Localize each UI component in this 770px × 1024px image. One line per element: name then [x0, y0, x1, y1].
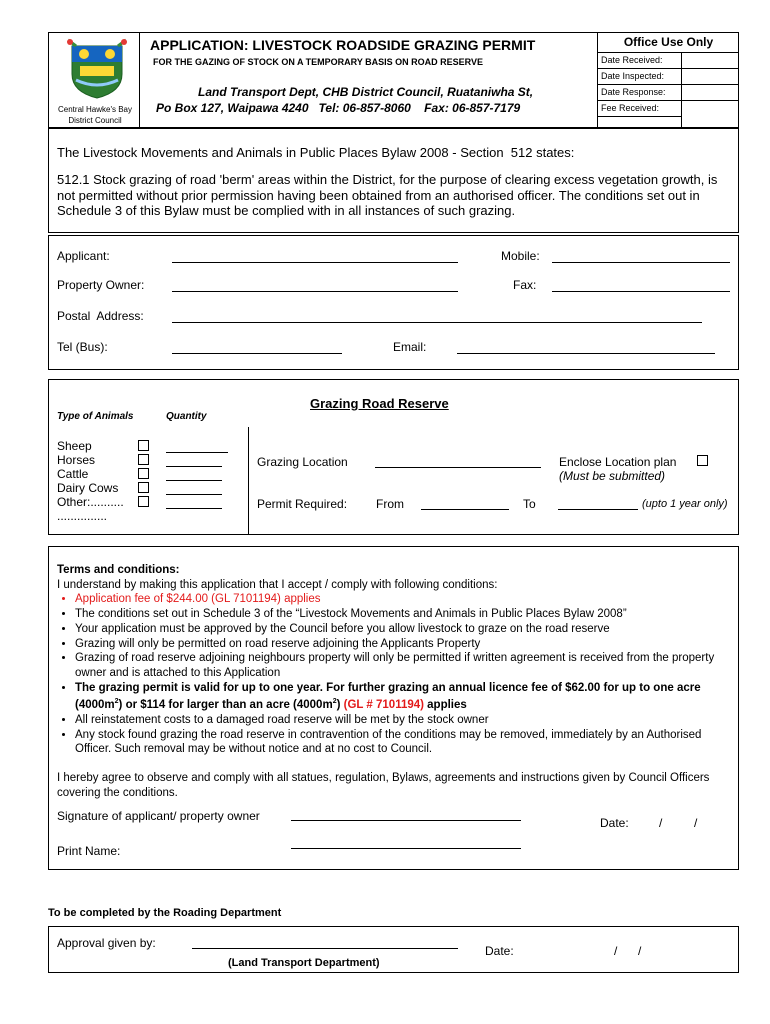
header-divider-logo — [139, 32, 140, 128]
office-row: Date Received: — [598, 52, 739, 68]
terms-item — [75, 651, 732, 680]
terms-date-slash-1: / — [659, 816, 663, 830]
upto-one-year-note: (upto 1 year only) — [642, 498, 728, 510]
tel-bus-label: Tel (Bus): — [57, 340, 108, 354]
applicant-field[interactable] — [172, 262, 458, 263]
animal-sheep-label: Sheep — [57, 439, 92, 453]
terms-item-text: Grazing of road reserve adjoining neighbours property will only be permitted if written agreement is received from the property owner and is attached to this Application — [75, 652, 715, 679]
animal-dairy-cows-label: Dairy Cows — [57, 481, 119, 495]
print-name-label: Print Name: — [57, 844, 121, 858]
land-transport-dept-caption: (Land Transport Department) — [228, 957, 380, 969]
terms-item — [75, 637, 732, 652]
to-date-field[interactable] — [558, 509, 638, 510]
terms-item-text: Any stock found grazing the road reserve in contravention of the conditions may be removed, immediately by an Authorised Officer. Such removal may be without notice and at no cost to Council. — [75, 728, 702, 756]
roading-date-label: Date: — [485, 944, 514, 958]
terms-fee-text: Application fee of $244.00 (GL 7101194) applies — [75, 593, 321, 606]
council-crest-logo — [62, 36, 132, 100]
superscript: 2 — [114, 698, 119, 706]
terms-date-label: Date: — [600, 816, 629, 830]
fax-label: Fax: — [513, 278, 537, 292]
terms-intro: I understand by making this application that I accept / comply with following conditions: — [57, 578, 498, 591]
office-use-title: Office Use Only — [623, 35, 714, 49]
other-checkbox[interactable] — [138, 496, 149, 507]
property-owner-field[interactable] — [172, 291, 458, 292]
sheep-checkbox[interactable] — [138, 440, 149, 451]
signature-field[interactable] — [291, 820, 521, 821]
mobile-label: Mobile: — [501, 249, 540, 263]
bylaw-heading: The Livestock Movements and Animals in Public Places Bylaw 2008 - Section 512 states: — [57, 145, 575, 160]
office-row: Fee Received: — [598, 100, 739, 116]
terms-heading: Terms and conditions: — [57, 564, 180, 576]
terms-item — [75, 607, 732, 622]
dairy-cows-quantity-field[interactable] — [166, 494, 222, 495]
postal-address-label: Postal Address: — [57, 309, 144, 323]
must-be-submitted-note: (Must be submitted) — [559, 469, 666, 483]
sheep-quantity-field[interactable] — [166, 452, 228, 453]
property-owner-label: Property Owner: — [57, 278, 145, 292]
permit-required-label: Permit Required: — [257, 497, 348, 511]
animal-horses-label: Horses — [57, 453, 96, 467]
enclose-plan-checkbox[interactable] — [697, 455, 708, 466]
terms-licence-item — [75, 681, 732, 713]
office-row-bottom — [598, 116, 681, 117]
address-line-1: Land Transport Dept, CHB District Council, Ruataniwha St, — [198, 85, 534, 99]
office-row: Date Inspected: — [598, 68, 739, 84]
licence-text-a: The grazing permit is valid for up to one year. For further grazing an annual licence fee of $62.00 for up to one acre (4000m — [75, 681, 701, 712]
mobile-field[interactable] — [552, 262, 730, 263]
animal-other-continued: ............... — [57, 509, 108, 523]
dairy-cows-checkbox[interactable] — [138, 482, 149, 493]
animal-cattle-label: Cattle — [57, 467, 89, 481]
terms-item — [75, 622, 732, 637]
address-line-2: Po Box 127, Waipawa 4240 Tel: 06-857-8060 Fax: 06-857-7179 — [156, 101, 521, 115]
agreement-text: I hereby agree to observe and comply with all statues, regulation, Bylaws, agreements and instructions given by Council Officers covering the conditions. — [57, 771, 710, 799]
terms-item-text: Your application must be approved by the Council before you allow livestock to graze on the road reserve — [75, 622, 610, 635]
applicant-label: Applicant: — [57, 249, 110, 263]
quantity-header: Quantity — [166, 411, 207, 422]
grazing-title: Grazing Road Reserve — [310, 396, 449, 411]
other-quantity-field[interactable] — [166, 508, 222, 509]
form-title: APPLICATION: LIVESTOCK ROADSIDE GRAZING PERMIT — [150, 37, 536, 53]
roading-date-slash-1: / — [614, 944, 618, 958]
grazing-location-field[interactable] — [375, 467, 541, 468]
superscript: 2 — [332, 698, 337, 706]
terms-item-text: Grazing will only be permitted on road reserve adjoining the Applicants Property — [75, 637, 481, 650]
cattle-quantity-field[interactable] — [166, 480, 222, 481]
licence-text-c: ) — [336, 699, 344, 712]
horses-checkbox[interactable] — [138, 454, 149, 465]
office-use-box — [597, 32, 739, 128]
cattle-checkbox[interactable] — [138, 468, 149, 479]
terms-item — [75, 713, 732, 728]
roading-heading: To be completed by the Roading Department — [48, 907, 282, 919]
terms-item — [75, 728, 732, 757]
from-date-field[interactable] — [421, 509, 509, 510]
from-label: From — [376, 497, 404, 511]
grazing-location-label: Grazing Location — [257, 455, 348, 469]
animal-other-label: Other:.......... — [57, 495, 124, 509]
print-name-field[interactable] — [291, 848, 521, 849]
approval-field[interactable] — [192, 948, 458, 949]
approval-label: Approval given by: — [57, 936, 156, 950]
roading-date-slash-2: / — [638, 944, 642, 958]
to-label: To — [523, 497, 536, 511]
signature-label: Signature of applicant/ property owner — [57, 809, 260, 823]
licence-text-d: applies — [423, 699, 467, 712]
postal-address-field[interactable] — [172, 322, 702, 323]
form-subtitle: FOR THE GAZING OF STOCK ON A TEMPORARY BASIS ON ROAD RESERVE — [153, 57, 484, 67]
enclose-plan-label: Enclose Location plan — [559, 455, 677, 469]
licence-text-b: ) or $114 for larger than an acre (4000m — [118, 699, 333, 712]
horses-quantity-field[interactable] — [166, 466, 222, 467]
council-caption: Central Hawke's Bay District Council — [58, 105, 132, 125]
email-field[interactable] — [457, 353, 715, 354]
office-row: Date Response: — [598, 84, 739, 100]
bylaw-text: 512.1 Stock grazing of road 'berm' areas within the District, for the purpose of clearing excess vegetation growth, is not permitted without prior permission having been obtained from an authorised officer. The conditions set out in Schedule 3 of this Bylaw must be complied with in all instances of such grazing. — [57, 172, 718, 218]
terms-list — [57, 592, 732, 757]
type-of-animals-header: Type of Animals — [57, 411, 134, 422]
tel-bus-field[interactable] — [172, 353, 342, 354]
grazing-divider — [248, 427, 249, 535]
terms-date-slash-2: / — [694, 816, 698, 830]
terms-content — [57, 563, 732, 800]
licence-gl-code: (GL # 7101194) — [343, 699, 424, 712]
terms-item-text: All reinstatement costs to a damaged road reserve will be met by the stock owner — [75, 713, 489, 726]
email-label: Email: — [393, 340, 427, 354]
terms-fee-item — [75, 592, 732, 607]
fax-field[interactable] — [552, 291, 730, 292]
terms-item-text: The conditions set out in Schedule 3 of the “Livestock Movements and Animals in Public Places Bylaw 2008” — [75, 608, 627, 621]
